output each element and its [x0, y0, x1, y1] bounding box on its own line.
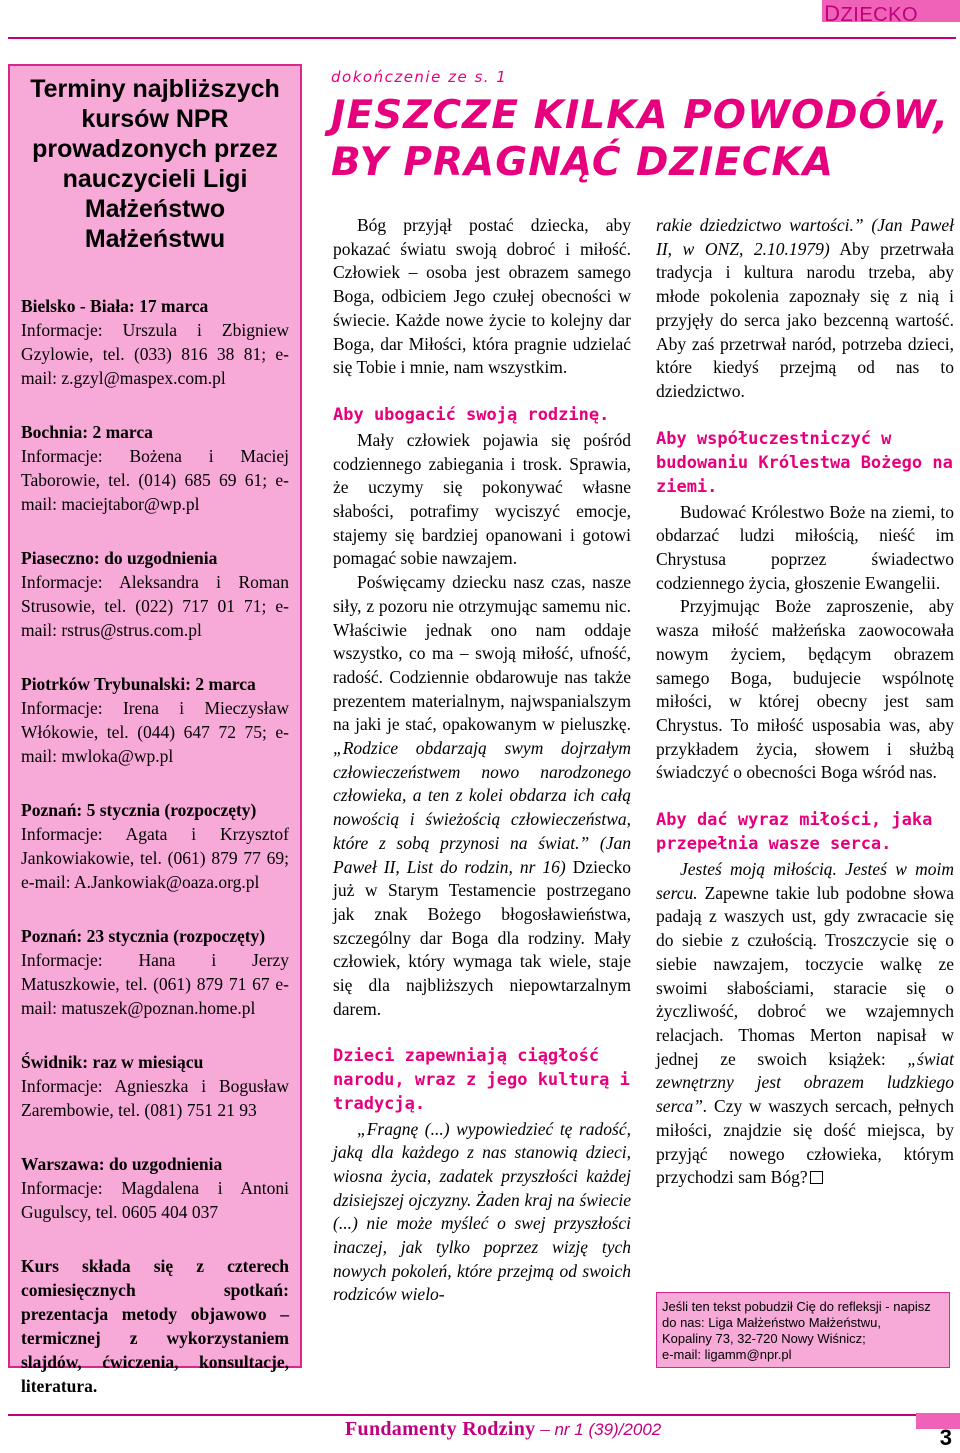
article-column-2 [656, 214, 954, 1190]
course-info: Informacje: Aleksandra i Roman Strusowie, tel. (022) 717 01 71; e-mail: rstrus@strus.com.pl [21, 572, 289, 640]
course-info: Informacje: Agata i Krzysztof Jankowiakowie, tel. (061) 879 77 69; e-mail: A.Jankowiak@oaza.org.pl [21, 824, 289, 892]
course-city: Bielsko - Biała: 17 marca [21, 296, 209, 316]
headline-line: JESZCZE KILKA POWODÓW, [331, 93, 950, 138]
course-description: Kurs składa się z czterech comiesięcznych spotkań: prezentacja metody objawowo – termicznej z wykorzystaniem slajdów, ćwiczenia, konsultacje, literatura. [21, 1256, 289, 1396]
quote: „Rodzice obdarzają swym dojrzałym człowieczeństwem nowo narodzonego człowieka, a ten z kolei obdarza ich całą nowością i świeżością człowieczeństwa, które z sobą przynosi na świat.” (Jan Paweł II, List do rodzin, nr 16) [333, 738, 631, 877]
article-headline [331, 92, 951, 186]
course-entry [21, 1152, 289, 1224]
contact-address: Kopaliny 73, 32-720 Nowy Wiśnicz; [662, 1331, 866, 1346]
course-info: Informacje: Bożena i Maciej Taborowie, tel. (014) 685 69 61; e-mail: maciejtabor@wp.pl [21, 446, 289, 514]
end-of-article-square-icon [810, 1171, 823, 1184]
course-entry [21, 546, 289, 642]
article-column-1 [333, 214, 631, 1307]
course-entry [21, 294, 289, 390]
subheading: Dzieci zapewniają ciągłość narodu, wraz z jego kulturą i tradycją. [333, 1045, 630, 1114]
course-city: Bochnia: 2 marca [21, 422, 153, 442]
course-info: Informacje: Hana i Jerzy Matuszkowie, tel. (061) 879 71 67 e-mail: matuszek@poznan.home.pl [21, 950, 289, 1018]
headline-line: BY PRAGNĄĆ DZIECKA [331, 140, 834, 185]
magazine-name: Fundamenty Rodziny [345, 1418, 536, 1440]
course-city: Poznań: 5 stycznia (rozpoczęty) [21, 800, 257, 820]
paragraph: Jesteś moją miłością. Jesteś w moim sercu. Zapewne takie lub podobne słowa padają z waszych ust, gdy zwracacie się do siebie z czułością. Troszczycie się o siebie nawzajem, toczycie walkę ze swoimi słabościami, staracie się o życzliwość, dobroć we wzajemnych relacjach. Thomas Merton napisał w jednej ze swoich książek: „świat zewnętrzny jest obrazem ludzkiego serca”. Czy w waszych sercach, pełnych miłości, znajdzie się dość miejsca, by przyjąć nowego człowieka, którym przychodzi sam Bóg? [656, 859, 955, 1188]
course-city: Piaseczno: do uzgodnienia [21, 548, 218, 568]
course-info: Informacje: Irena i Mieczysław Włókowie, tel. (044) 647 72 75; e-mail: mwloka@wp.pl [21, 698, 289, 766]
top-rule [8, 37, 956, 39]
continued-from-label: dokończenie ze s. 1 [331, 68, 508, 86]
paragraph: Mały człowiek pojawia się pośród codziennego zabiegania i trosk. Sprawia, że uczymy się pokonywać własne słabości, potrafimy wyciszyć emocje, stajemy się bardziej opanowani i gotowi pomagać sobie nawzajem. [333, 429, 631, 569]
course-info: Informacje: Magdalena i Antoni Gugulscy, tel. 0605 404 037 [21, 1178, 289, 1222]
course-city: Świdnik: raz w miesiącu [21, 1052, 204, 1072]
subheading: Aby ubogacić swoją rodzinę. [333, 404, 610, 425]
course-city: Warszawa: do uzgodnienia [21, 1154, 223, 1174]
quote: „świat zewnętrzny jest obrazem ludzkiego serca”. [656, 1048, 955, 1117]
footer: Fundamenty Rodziny – nr 1 (39)/2002 [345, 1418, 662, 1440]
page-number: 3 [939, 1425, 952, 1450]
paragraph: rakie dziedzictwo wartości.” (Jan Paweł II, w ONZ, 2.10.1979) Aby przetrwała tradycja i kultura narodu trzeba, aby młode pokolenia zapoznały się z nią i przyjęły do serca jako bezcenną wartość. Aby zaś przetrwał naród, potrzeba dzieci, które kiedyś przejmą od nas to dziedzictwo. [656, 215, 954, 401]
contact-box [656, 1292, 950, 1368]
course-entry [21, 924, 289, 1020]
course-entry [21, 672, 289, 768]
paragraph: Poświęcamy dziecku nasz czas, nasze siły, z pozoru nie otrzymując samemu nic. Właściwie jednak ono nam oddaje wszystko, co ma – swoją miłość, ufność, radość. Codziennie obdarowuje nas także prezentem materialnym, najwspanialszym na jaki je stać, opakowanym w pieluszkę. „Rodzice obdarzają swym dojrzałym człowieczeństwem nowo narodzonego człowieka, a ten z kolei obdarza ich całą nowością i świeżością człowieczeństwa, które z sobą przynosi na świat.” (Jan Paweł II, List do rodzin, nr 16) Dziecko już w Starym Testamencie postrzegano jak znak Bożego błogosławieństwa, szczególny dar Boga dla rodziny. Mały człowiek, który wymaga tak wiele, staje się dla najbliższych niepowtarzalnym darem. [333, 572, 632, 1019]
section-label-text: DZIECKO [824, 1, 918, 26]
course-info: Informacje: Agnieszka i Bogusław Zarembowie, tel. (081) 751 21 93 [21, 1076, 289, 1120]
section-label [790, 0, 960, 38]
sidebar-title: Terminy najbliższych kursów NPR prowadzonych przez nauczycieli Ligi Małżeństwo Małżeństwu [30, 75, 280, 253]
bottom-rule [8, 1414, 956, 1416]
course-entry [21, 798, 289, 894]
quote-paragraph: „Fragnę (...) wypowiedzieć tę radość, jaką dla każdego z nas stanowią dzieci, wiosna życia, zadatek przyszłości każdej dzisiejszej ojczyzny. Żaden kraj na świecie (...) nie może myśleć o swej przyszłości inaczej, jak tylko poprzez wizję tych nowych pokoleń, które przejmą od swoich rodziców wielo- [333, 1118, 631, 1305]
paragraph: Przyjmując Boże zaproszenie, aby wasza miłość małżeńska zaowocowała nowym życiem, będącym obrazem samego Boga, budujecie wspólnotę miłości, w której obecny jest sam Chrystus. To miłość usposabia was, aby przykładem życia, słowem i służbą świadczyć o obecności Boga wśród nas. [656, 596, 954, 783]
quote: rakie dziedzictwo wartości.” (Jan Paweł II, w ONZ, 2.10.1979) [656, 215, 954, 259]
contact-email: e-mail: ligamm@npr.pl [662, 1347, 792, 1362]
course-info: Informacje: Urszula i Zbigniew Gzylowie, tel. (033) 816 38 81; e-mail: z.gzyl@maspex.com.pl [21, 320, 289, 388]
course-entry [21, 1050, 289, 1122]
contact-text: Jeśli ten tekst pobudził Cię do refleksji - napisz do nas: Liga Małżeństwo Małżeństwu, [662, 1299, 931, 1330]
course-schedule-sidebar [8, 64, 302, 1396]
article-intro: Bóg przyjął postać dziecka, aby pokazać światu swoją dobroć i miłość. Człowiek – osoba jest obrazem samego Boga, odbiciem Jego czułej obecności w świecie. Każde nowe życie to kolejny dar Boga, dar Miłości, która pragnie udzielać się Tobie i mnie, nam wszystkim. [333, 215, 631, 378]
issue-number: nr 1 (39)/2002 [554, 1420, 662, 1439]
course-city: Piotrków Trybunalski: 2 marca [21, 674, 256, 694]
page-number-box [916, 1413, 960, 1453]
quote: Jesteś moją miłością. Jesteś w moim sercu. [656, 859, 954, 903]
course-city: Poznań: 23 stycznia (rozpoczęty) [21, 926, 266, 946]
subheading: Aby współuczestniczyć w budowaniu Królestwa Bożego na ziemi. [656, 428, 953, 497]
paragraph: Budować Królestwo Boże na ziemi, to obdarzać ludzi miłością, nieść im Chrystusa poprzez świadectwo codziennego życia, głoszenie Ewangelii. [656, 501, 954, 593]
page-number-bar [916, 1413, 960, 1429]
course-entry [21, 420, 289, 516]
subheading: Aby dać wyraz miłości, jaka przepełnia wasze serca. [656, 810, 933, 855]
